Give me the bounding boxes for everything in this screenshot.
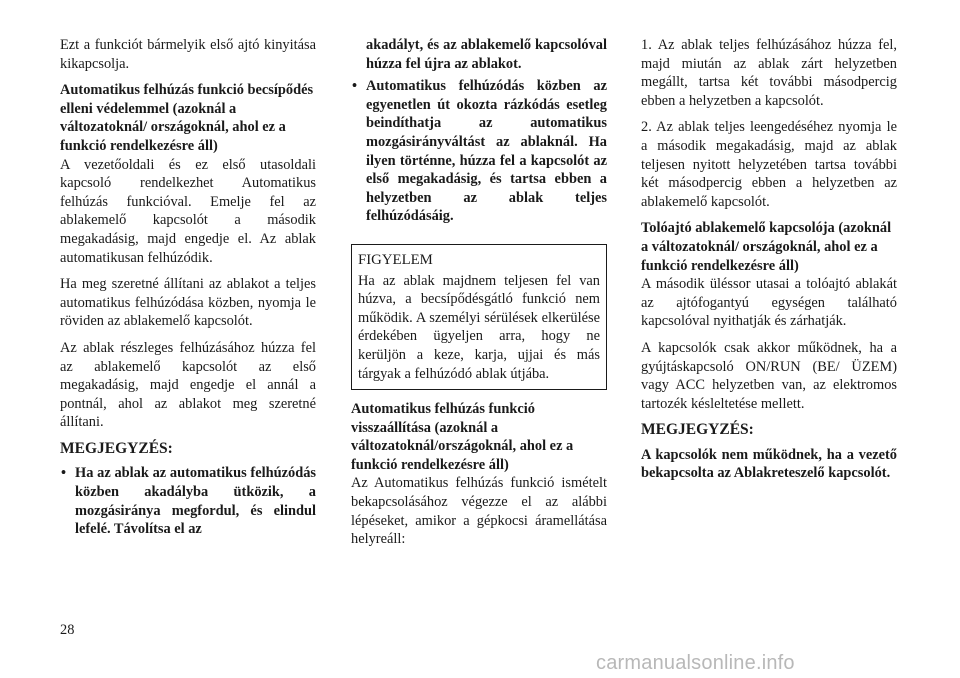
warning-title: FIGYELEM bbox=[358, 251, 433, 268]
note-bullet-1: • Ha az ablak az automatikus felhúzódás közben akadályba ütközik, a mozgásiránya megfordul, és elindul lefelé. Távolítsa el az bbox=[60, 464, 316, 538]
paragraph-partial-up: Az ablak részleges felhúzásához húzza fel az ablakemelő kapcsolót az első megakadásig, majd engedje el annál a pontnál, ahol az ablakot meg szeretné állítani. bbox=[60, 339, 316, 431]
paragraph-stop-window: Ha meg szeretné állítani az ablakot a teljes automatikus felhúzódása közben, nyomja le röviden az ablakemelő kapcsolót. bbox=[60, 276, 316, 330]
column-left bbox=[60, 36, 316, 547]
paragraph-reset-desc: Az Automatikus felhúzás funkció ismételt bekapcsolásához végezze el az alábbi lépéseket, amikor a gépkocsi áramellátása helyreáll: bbox=[351, 475, 607, 548]
note-bullet-list bbox=[60, 464, 316, 538]
paragraph-switch-conditions: A kapcsolók csak akkor működnek, ha a gyújtáskapcsoló ON/RUN (BE/ ÜZEM) vagy ACC helyzetben van, az elektromos tartozék késleltetése mellett. bbox=[641, 339, 897, 412]
warning-body: Ha az ablak majdnem teljesen fel van húzva, a becsípődésgátló funkció nem működik. A személyi sérülések elkerülése érdekében ügyeljen arra, hogy ne kerüljön a keze, karja, ujjai és más tárgyak a felhúzódó ablak útjába. bbox=[358, 272, 600, 382]
page-number: 28 bbox=[60, 622, 75, 638]
warning-box bbox=[351, 244, 607, 390]
column-right bbox=[641, 36, 897, 491]
section-heading-sliding-door: Tolóajtó ablakemelő kapcsolója (azoknál a változatoknál/ országoknál, ahol ez a funkció rendelkezésre áll) bbox=[641, 220, 892, 274]
step-1: 1. Az ablak teljes felhúzásához húzza fel, majd miután az ablak zárt helyzetben megállt, tartsa két további másodpercig ebben a helyzetben a kapcsolót. bbox=[641, 37, 897, 109]
intro-paragraph: Ezt a funkciót bármelyik első ajtó kinyitása kikapcsolja. bbox=[60, 37, 316, 72]
note-bullet-1-continued: akadályt, és az ablakemelő kapcsolóval húzza fel újra az ablakot. bbox=[366, 37, 607, 72]
column-middle bbox=[351, 36, 607, 557]
section-heading-reset: Automatikus felhúzás funkció visszaállítása (azoknál a változatoknál/országoknál, ahol ez a funkció rendelkezésre áll) bbox=[351, 401, 574, 473]
watermark: carmanualsonline.info bbox=[596, 652, 795, 674]
note-body-2: A kapcsolók nem működnek, ha a vezető bekapcsolta az Ablakreteszelő kapcsolót. bbox=[641, 446, 897, 482]
paragraph-auto-up-desc: A vezetőoldali és ez első utasoldali kapcsoló rendelkezhet Automatikus felhúzás funkcióval. Emelje fel az ablakemelő kapcsolót a második megakadásig, majd engedje el. Az ablak automatikusan felhúzódik. bbox=[60, 156, 316, 266]
section-heading-auto-up: Automatikus felhúzás funkció becsípődés elleni védelemmel (azoknál a változatoknál/ országoknál, ahol ez a funkció rendelkezésre áll) bbox=[60, 82, 314, 154]
paragraph-sliding-door-desc: A második üléssor utasai a tolóajtó ablakát az ajtófogantyú egységen található kapcsolóval nyithatják és zárhatják. bbox=[641, 276, 897, 330]
note-title-2: MEGJEGYZÉS: bbox=[641, 421, 754, 439]
note-bullet-2: • Automatikus felhúzódás közben az egyenetlen út okozta rázkódás esetleg beindíthatja az automatikus mozgásirányváltást az ablaknál. Ha ilyen történne, húzza fel a kapcsolót az első megakadásig, és tartsa ebben a helyzetben az ablak teljes felhúzódásáig. bbox=[351, 77, 607, 226]
note-title: MEGJEGYZÉS: bbox=[60, 439, 173, 457]
note-bullet-list-2 bbox=[351, 77, 607, 226]
step-2: 2. Az ablak teljes leengedéséhez nyomja le a második megakadásig, majd az ablak teljesen nyitott helyzetében tartsa további két másodpercig ebben a helyzetben az ablakemelő kapcsolót. bbox=[641, 119, 897, 210]
